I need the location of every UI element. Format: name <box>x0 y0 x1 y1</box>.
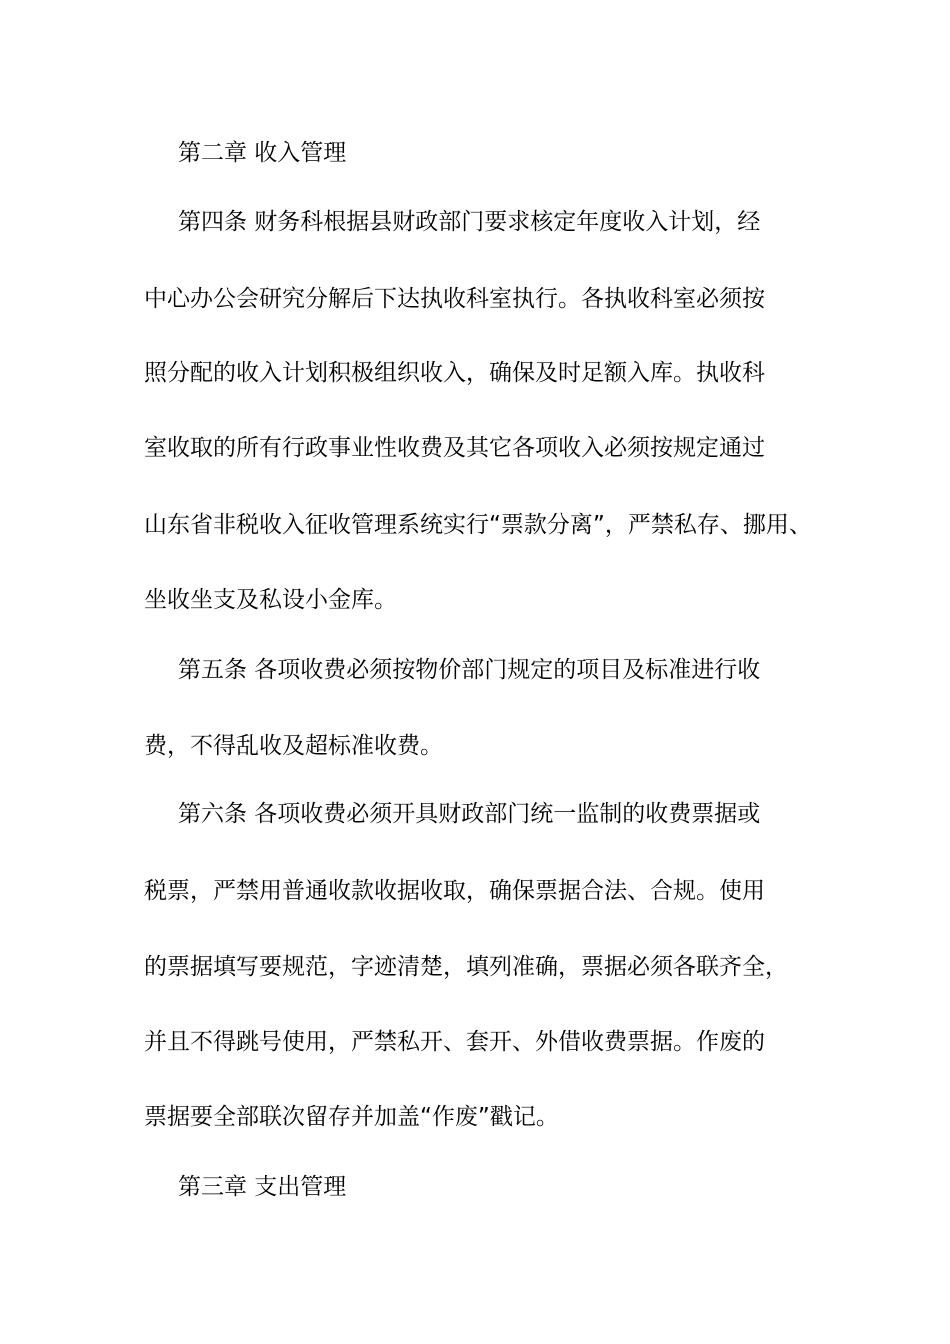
chapter-3-heading: 第三章 支出管理 <box>178 1174 347 1200</box>
article-6-line-5: 票据要全部联次留存并加盖“作废”戳记。 <box>144 1104 559 1130</box>
article-5-line-1: 第五条 各项收费必须按物价部门规定的项目及标准进行收 <box>178 657 761 683</box>
article-6-line-4: 并且不得跳号使用，严禁私开、套开、外借收费票据。作废的 <box>144 1029 765 1055</box>
article-4-line-1: 第四条 财务科根据县财政部门要求核定年度收入计划，经 <box>178 209 761 235</box>
article-5-line-2: 费，不得乱收及超标准收费。 <box>144 733 443 759</box>
article-4-line-4: 室收取的所有行政事业性收费及其它各项收入必须按规定通过 <box>144 435 765 461</box>
article-4-line-6: 坐收坐支及私设小金库。 <box>144 587 397 613</box>
article-6-line-1: 第六条 各项收费必须开具财政部门统一监制的收费票据或 <box>178 801 761 827</box>
article-6-line-3: 的票据填写要规范，字迹清楚，填列准确，票据必须各联齐全， <box>144 954 788 980</box>
article-4-line-3: 照分配的收入计划积极组织收入，确保及时足额入库。执收科 <box>144 360 765 386</box>
article-6-line-2: 税票，严禁用普通收款收据收取，确保票据合法、合规。使用 <box>144 878 765 904</box>
chapter-2-heading: 第二章 收入管理 <box>178 140 347 166</box>
article-4-line-5: 山东省非税收入征收管理系统实行“票款分离”，严禁私存、挪用、 <box>144 512 812 538</box>
article-4-line-2: 中心办公会研究分解后下达执收科室执行。各执收科室必须按 <box>144 286 765 312</box>
